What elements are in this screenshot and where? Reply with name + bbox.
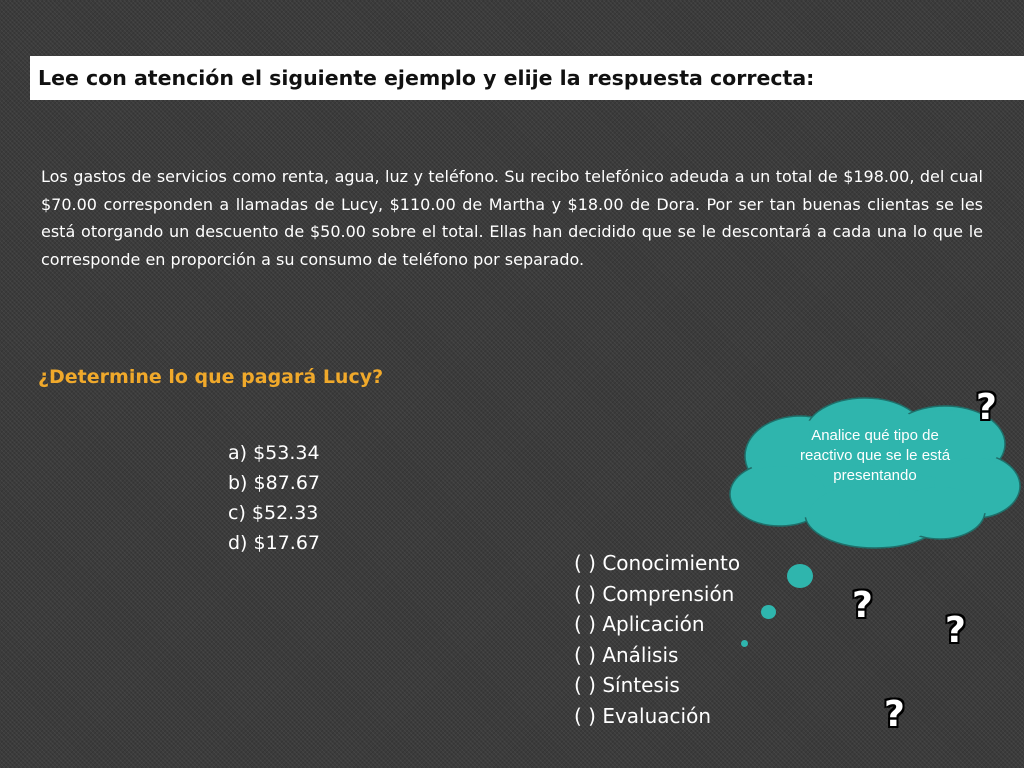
- thought-bubble-medium: [761, 605, 776, 619]
- level-options: [574, 548, 740, 731]
- page-title: Lee con atención el siguiente ejemplo y elije la respuesta correcta:: [38, 66, 815, 90]
- level-sintesis[interactable]: ( ) Síntesis: [574, 673, 680, 697]
- option-d[interactable]: d) $17.67: [228, 532, 320, 554]
- thought-bubble-large: [787, 564, 813, 588]
- cloud-text: Analice qué tipo de reactivo que se le está presentando: [799, 427, 951, 484]
- question-mark-icon: ?: [884, 694, 905, 735]
- level-analisis[interactable]: ( ) Análisis: [574, 642, 679, 667]
- option-b[interactable]: b) $87.67: [228, 472, 320, 494]
- thought-bubble-small: [741, 640, 748, 647]
- title-bar: [30, 56, 1024, 100]
- question-mark-icon: ?: [976, 387, 997, 428]
- level-comprension[interactable]: ( ) Comprensión: [574, 581, 735, 606]
- question-text: ¿Determine lo que pagará Lucy?: [38, 366, 384, 388]
- level-evaluacion[interactable]: ( ) Evaluación: [574, 703, 712, 728]
- option-a[interactable]: a) $53.34: [228, 442, 320, 464]
- question-mark-icon: ?: [945, 610, 966, 651]
- question-mark-icon: ?: [852, 585, 873, 626]
- level-aplicacion[interactable]: ( ) Aplicación: [574, 612, 705, 636]
- option-c[interactable]: c) $52.33: [228, 502, 319, 524]
- level-conocimiento[interactable]: ( ) Conocimiento: [574, 551, 741, 575]
- problem-text: Los gastos de servicios como renta, agua, luz y teléfono. Su recibo telefónico adeuda a un total de $198.00, del cual $70.00 corresponden a llamadas de Lucy, $110.00 de Martha y $18.00 de Dora. Por ser tan buenas clientas se les está otorgando un descuento de $50.00 sobre el total. Ellas han decidido que se le descontará a cada una lo que le corresponde en proporción a su consumo de teléfono por separado.: [41, 167, 983, 269]
- answer-options: [228, 438, 320, 558]
